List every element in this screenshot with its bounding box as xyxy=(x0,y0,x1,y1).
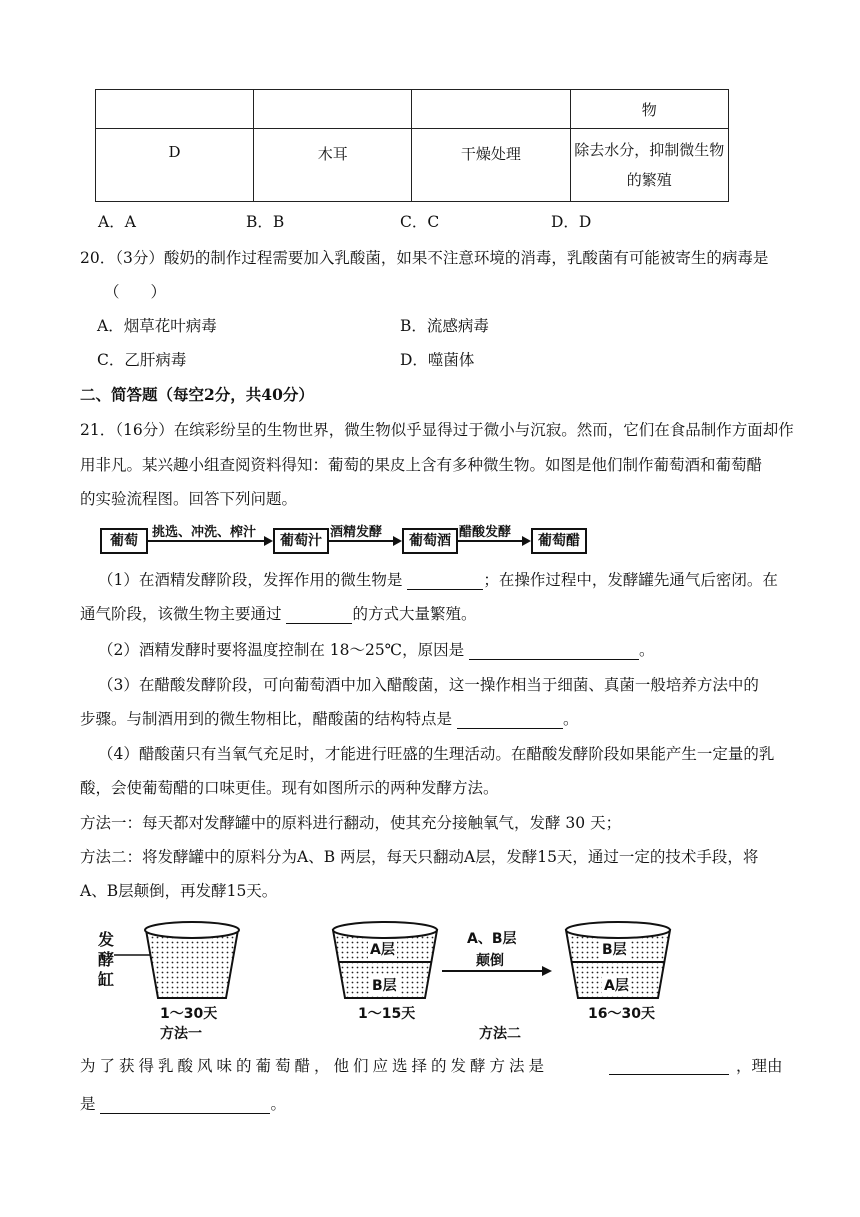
final-question-text: ，理由 xyxy=(736,1057,783,1075)
q20-option-a: A．烟草花叶病毒 xyxy=(97,317,217,335)
arrow-head-icon xyxy=(264,536,273,546)
flow-box-grape: 葡萄 xyxy=(100,528,148,554)
q21-part1-line2 xyxy=(80,604,476,624)
flow-box-juice: 葡萄汁 xyxy=(273,528,329,554)
vat-label-char: 缸 xyxy=(98,970,115,989)
answer-blank[interactable] xyxy=(407,573,483,590)
layer-b-label: B层 xyxy=(370,975,399,995)
flow-arrow-line xyxy=(456,540,522,542)
flow-box-wine: 葡萄酒 xyxy=(402,528,458,554)
method-two-days-first: 1～15天 xyxy=(358,1006,416,1022)
answer-blank[interactable] xyxy=(609,1058,729,1075)
q21-part3-text: 步骤。与制酒用到的微生物相比，醋酸菌的结构特点是 xyxy=(80,710,453,728)
flow-arrow-label: 挑选、冲洗、榨汁 xyxy=(152,525,257,540)
q20-option-c: C．乙肝病毒 xyxy=(97,351,187,369)
table-cell xyxy=(96,90,254,129)
method-two-text: A、B层颠倒，再发酵15天。 xyxy=(80,882,278,900)
method-two-label: 方法二 xyxy=(479,1026,521,1042)
q21-intro-line: 用非凡。某兴趣小组查阅资料得知：葡萄的果皮上含有多种微生物。如图是他们制作葡萄酒和葡萄醋 xyxy=(80,456,763,474)
flow-box-vinegar: 葡萄醋 xyxy=(531,528,587,554)
cell-text-line: 除去水分，抑制微生物 xyxy=(574,141,725,159)
final-question-text: 为了获得乳酸风味的葡萄醋，他们应选择的发酵方法是 xyxy=(80,1057,549,1075)
flip-arrow-top-label: A、B层 xyxy=(467,931,517,947)
method-one-days: 1～30天 xyxy=(160,1006,218,1022)
q19-option-d: D．D xyxy=(551,213,592,231)
answer-table xyxy=(95,89,729,202)
q21-intro-line: 的实验流程图。回答下列问题。 xyxy=(80,490,298,508)
q21-part4-line1: （4）醋酸菌只有当氧气充足时，才能进行旺盛的生理活动。在醋酸发酵阶段如果能产生一定量的乳 xyxy=(98,745,775,763)
q21-part3-text: 。 xyxy=(562,710,579,728)
vat-label-char: 酵 xyxy=(98,950,115,969)
answer-blank[interactable] xyxy=(286,607,352,624)
q21-part4-line2: 酸，会使葡萄醋的口味更佳。现有如图所示的两种发酵方法。 xyxy=(80,779,499,797)
table-cell: 物 xyxy=(570,90,729,129)
arrow-head-icon xyxy=(522,536,531,546)
layer-a-label: A层 xyxy=(602,975,631,995)
flow-arrow-label: 酒精发酵 xyxy=(330,525,383,540)
vat-label-char: 发 xyxy=(98,930,115,949)
q21-part3-line1: （3）在醋酸发酵阶段，可向葡萄酒中加入醋酸菌，这一操作相当于细菌、真菌一般培养方法中的 xyxy=(98,676,759,694)
flow-arrow-label: 醋酸发酵 xyxy=(459,525,512,540)
vat-label xyxy=(98,930,114,990)
method-two-days-second: 16～30天 xyxy=(588,1006,655,1022)
q21-part2 xyxy=(98,640,655,660)
q21-part1-text: （1）在酒精发酵阶段，发挥作用的微生物是 xyxy=(98,571,403,589)
final-question-line1 xyxy=(80,1056,548,1076)
table-cell: 干燥处理 xyxy=(412,129,570,202)
cell-text-line: 的繁殖 xyxy=(626,171,672,189)
answer-blank[interactable] xyxy=(100,1097,270,1114)
section-heading: 二、简答题（每空2分，共40分） xyxy=(80,385,314,404)
q21-part1-text: ；在操作过程中，发酵罐先通气后密闭。在 xyxy=(483,571,778,589)
layer-b-label: B层 xyxy=(600,939,629,959)
arrow-head-icon xyxy=(393,536,402,546)
answer-blank[interactable] xyxy=(469,643,639,660)
q19-option-b: B．B xyxy=(246,213,285,231)
table-cell: D xyxy=(96,129,254,202)
flip-arrow-bottom-label: 颠倒 xyxy=(476,953,504,969)
arrow-head-icon xyxy=(542,966,552,976)
table-cell xyxy=(570,129,729,202)
flow-arrow-line xyxy=(146,540,264,542)
q21-part1-line1 xyxy=(98,570,778,590)
q21-part2-text: （2）酒精发酵时要将温度控制在 18～25℃，原因是 xyxy=(98,641,465,659)
q21-part3-line2 xyxy=(80,709,578,729)
q20-option-d: D．噬菌体 xyxy=(400,351,475,369)
q20-option-b: B．流感病毒 xyxy=(400,317,489,335)
layer-a-label: A层 xyxy=(368,939,397,959)
q20-paren: （ ） xyxy=(104,283,167,301)
table-row xyxy=(96,90,729,129)
table-cell xyxy=(412,90,570,129)
q19-option-a: A．A xyxy=(98,213,136,231)
final-question-text: 是 xyxy=(80,1095,96,1113)
q20-stem: 20．（3分）酸奶的制作过程需要加入乳酸菌，如果不注意环境的消毒，乳酸菌有可能被寄生的病毒是 xyxy=(80,249,769,267)
table-row xyxy=(96,129,729,202)
vat-method-one xyxy=(145,922,239,998)
flow-arrow-line xyxy=(327,540,393,542)
answer-blank[interactable] xyxy=(457,712,563,729)
method-one-label: 方法一 xyxy=(160,1026,202,1042)
table-cell xyxy=(254,90,412,129)
table-cell: 木耳 xyxy=(254,129,412,202)
q21-part1-text: 通气阶段，该微生物主要通过 xyxy=(80,605,282,623)
final-question-text: 。 xyxy=(270,1095,286,1113)
q21-part2-text: 。 xyxy=(639,641,655,659)
method-two-text: 方法二：将发酵罐中的原料分为A、B 两层，每天只翻动A层，发酵15天，通过一定的技术手段，将 xyxy=(80,848,759,866)
q19-option-c: C．C xyxy=(400,213,440,231)
final-question-line2 xyxy=(80,1094,286,1114)
q21-part1-text: 的方式大量繁殖。 xyxy=(352,605,477,623)
q21-intro-line: 21．（16分）在缤彩纷呈的生物世界，微生物似乎显得过于微小与沉寂。然而，它们在食品制作方面却作 xyxy=(80,421,794,439)
method-one-text: 方法一：每天都对发酵罐中的原料进行翻动，使其充分接触氧气，发酵 30 天； xyxy=(80,814,622,832)
